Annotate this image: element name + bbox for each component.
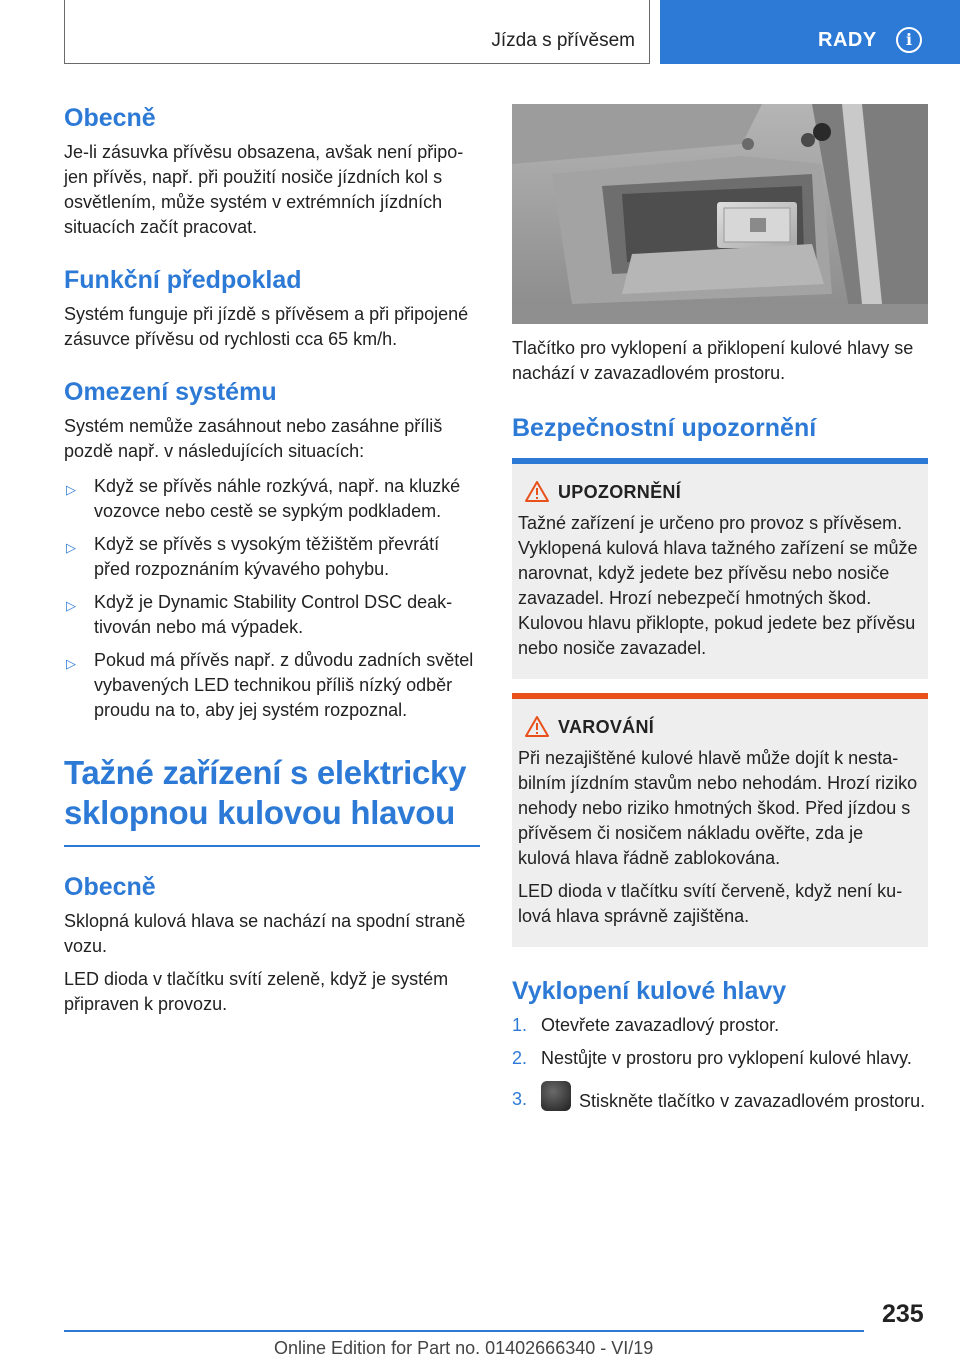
caution-title: UPOZORNĚNÍ bbox=[558, 482, 920, 503]
triangle-bullet-icon: ▷ bbox=[66, 598, 76, 613]
predpoklad-heading: Funkční předpoklad bbox=[64, 266, 302, 294]
omezeni-list bbox=[64, 474, 480, 723]
list-item: 3. Stiskněte tlačítko v zavazadlovém prostoru. bbox=[512, 1087, 928, 1117]
header-chapter-tab[interactable] bbox=[660, 0, 960, 64]
trunk-photo bbox=[512, 104, 928, 324]
bezpecnost-heading: Bezpečnostní upozornění bbox=[512, 414, 817, 442]
warning-text1: Při nezajištěné kulové hlavě může dojít k nestabilním jízdním stavům nebo nehodám. Hrozí riziko nehody nebo riziko hmotných škod. Před jízdou s přívěsem či nosičem nákladu ověřte, zda je kulová hlava řádně zablokována. bbox=[518, 748, 918, 868]
page-number: 235 bbox=[882, 1300, 924, 1328]
list-item: ▷ Pokud má přívěs např. z důvodu zadních světel vybavených LED technikou příliš nízký odběr proudu na to, aby jej systém rozpoznal. bbox=[66, 650, 474, 720]
warning-triangle-icon bbox=[524, 480, 550, 503]
list-item: 2. Nestůjte v prostoru pro vyklopení kulové hlavy. bbox=[512, 1048, 912, 1068]
right-column bbox=[512, 104, 928, 1117]
left-column bbox=[64, 102, 480, 1017]
list-item: ▷ Když je Dynamic Stability Control DSC deaktivován nebo má výpadek. bbox=[66, 592, 453, 637]
header-section-box bbox=[64, 0, 650, 64]
obecne2-text1: Sklopná kulová hlava se nachází na spodní straně vozu. bbox=[64, 911, 466, 956]
obecne2-text2: LED dioda v tlačítku svítí zeleně, když je systém připraven k provozu. bbox=[64, 969, 449, 1014]
list-item: ▷ Když se přívěs náhle rozkývá, např. na kluzké vozovce nebo cestě se sypkým podkladem. bbox=[66, 476, 461, 521]
tow-hitch-button-icon bbox=[541, 1081, 571, 1111]
warning-triangle-icon bbox=[524, 715, 550, 738]
steps-list bbox=[512, 1013, 928, 1117]
chapter-title: RADY bbox=[818, 29, 877, 51]
section-title: Jízda s přívěsem bbox=[491, 30, 635, 51]
triangle-bullet-icon: ▷ bbox=[66, 540, 76, 555]
caution-box bbox=[512, 464, 928, 679]
photo-caption: Tlačítko pro vyklopení a přiklopení kulové hlavy se nachází v zavazadlovém prostoru. bbox=[512, 338, 914, 383]
heading-rule bbox=[64, 845, 480, 847]
caution-text: Tažné zařízení je určeno pro provoz s přívěsem. Vyklopená kulová hlava tažného zařízení se může narovnat, když jedete bez přívěsu nebo nosiče zavazadel. Hrozí nebezpečí hmotných škod. Kulovou hlavu přiklopte, pokud jedete bez přívěsu nebo nosiče zavazadel. bbox=[518, 513, 918, 658]
vyklopeni-heading: Vyklopení kulové hlavy bbox=[512, 977, 787, 1005]
obecne-heading: Obecně bbox=[64, 104, 156, 132]
list-item: 1. Otevřete zavazadlový prostor. bbox=[512, 1015, 780, 1035]
warning-text2: LED dioda v tlačítku svítí červeně, když není kulová hlava správně zajištěna. bbox=[518, 881, 903, 926]
omezeni-text: Systém nemůže zasáhnout nebo zasáhne příliš pozdě např. v následujících situacích: bbox=[64, 416, 443, 461]
footer-edition: Online Edition for Part no. 01402666340 - VI/19 bbox=[274, 1338, 654, 1358]
list-item: ▷ Když se přívěs s vysokým těžištěm převrátí před rozpoznáním kývavého pohybu. bbox=[66, 534, 440, 579]
triangle-bullet-icon: ▷ bbox=[66, 482, 76, 497]
predpoklad-text: Systém funguje při jízdě s přívěsem a při připojené zásuvce přívěsu od rychlosti cca 65 km/h. bbox=[64, 304, 469, 349]
triangle-bullet-icon: ▷ bbox=[66, 656, 76, 671]
obecne2-heading: Obecně bbox=[64, 873, 156, 901]
info-icon[interactable]: i bbox=[896, 27, 922, 53]
warning-title: VAROVÁNÍ bbox=[558, 717, 920, 738]
trunk-illustration bbox=[512, 104, 928, 324]
footer-rule bbox=[64, 1330, 864, 1332]
tazne-zarizeni-heading: Tažné zařízení s elektricky sklopnou kulovou hlavou bbox=[64, 754, 467, 831]
obecne-text: Je-li zásuvka přívěsu obsazena, avšak není připojen přívěs, např. při použití nosiče jízdních kol s osvětlením, může systém v extrémních jízdních situacích začít pracovat. bbox=[64, 142, 464, 237]
omezeni-heading: Omezení systému bbox=[64, 378, 277, 406]
warning-box bbox=[512, 699, 928, 947]
